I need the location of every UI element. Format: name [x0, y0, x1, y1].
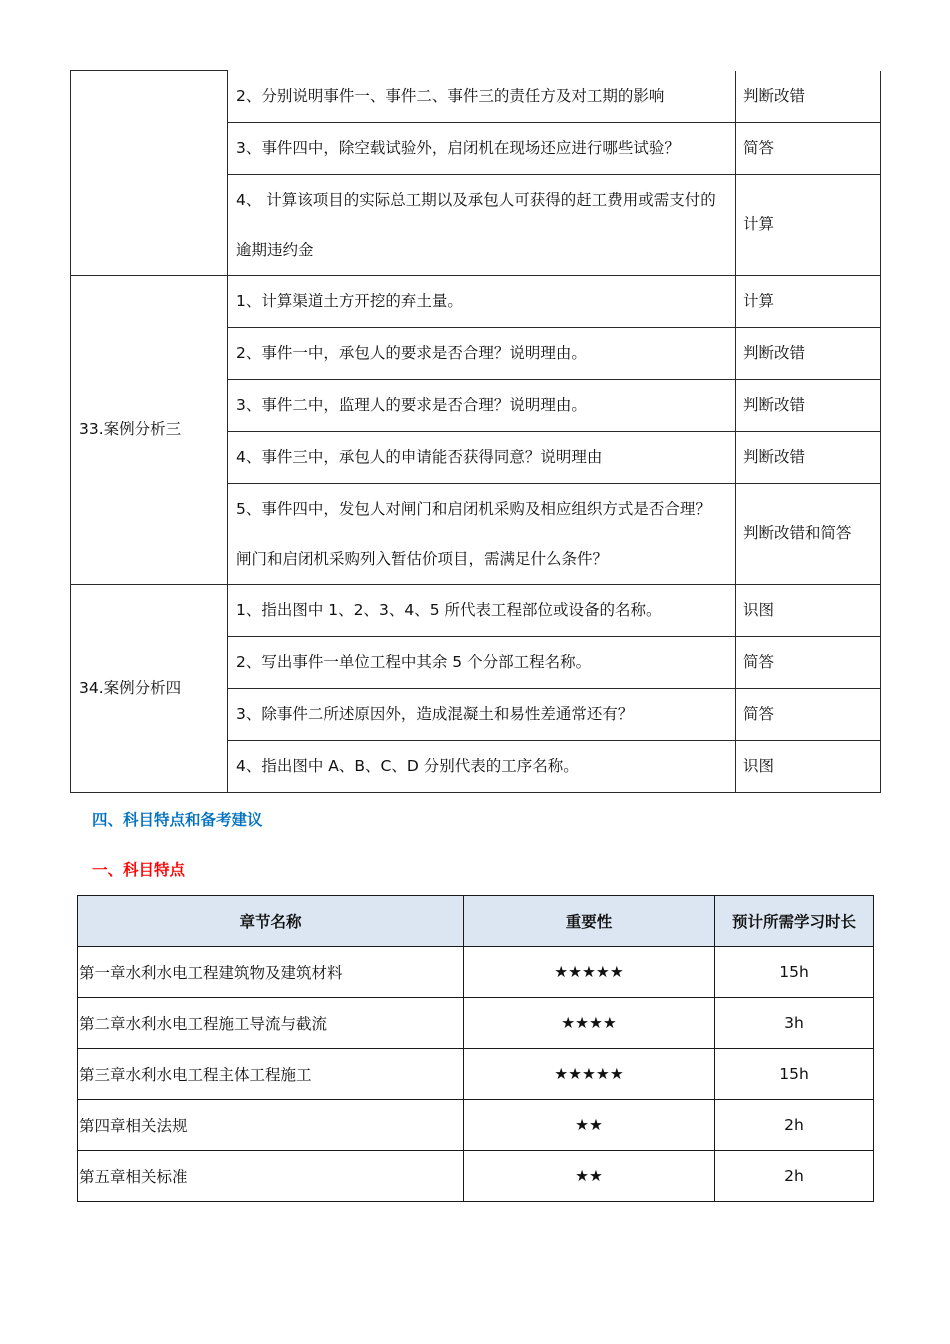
question-cell: 3、除事件二所述原因外，造成混凝土和易性差通常还有？: [228, 688, 736, 740]
question-type-cell: 简答: [736, 688, 881, 740]
question-type-cell: 判断改错: [736, 327, 881, 379]
study-hours: 2h: [715, 1100, 874, 1151]
importance-stars: ★★: [464, 1100, 715, 1151]
question-cell: 4、指出图中 A、B、C、D 分别代表的工序名称。: [228, 740, 736, 792]
case-analysis-table: [70, 70, 881, 793]
chapter-name: 第四章相关法规: [78, 1100, 464, 1151]
question-cell: 4、 计算该项目的实际总工期以及承包人可获得的赶工费用或需支付的逾期违约金: [228, 174, 736, 275]
table-row: [78, 1100, 874, 1151]
column-header-chapter: 章节名称: [78, 896, 464, 947]
question-type-cell: 识图: [736, 584, 881, 636]
column-header-study-time: 预计所需学习时长: [715, 896, 874, 947]
table-row: [71, 584, 881, 636]
question-type-cell: 简答: [736, 122, 881, 174]
study-hours: 2h: [715, 1151, 874, 1202]
importance-stars: ★★: [464, 1151, 715, 1202]
table-row: [78, 947, 874, 998]
question-cell: 3、事件二中，监理人的要求是否合理？说明理由。: [228, 379, 736, 431]
question-cell: 2、事件一中，承包人的要求是否合理？说明理由。: [228, 327, 736, 379]
table-row: [78, 998, 874, 1049]
chapter-name: 第三章水利水电工程主体工程施工: [78, 1049, 464, 1100]
table-row: [78, 1151, 874, 1202]
case-label: 34.案例分析四: [71, 584, 228, 792]
question-type-cell: 简答: [736, 636, 881, 688]
question-type-cell: 计算: [736, 275, 881, 327]
chapter-name: 第二章水利水电工程施工导流与截流: [78, 998, 464, 1049]
question-type-cell: 判断改错: [736, 379, 881, 431]
question-type-cell: 识图: [736, 740, 881, 792]
chapter-name: 第五章相关标准: [78, 1151, 464, 1202]
table-header-row: [78, 896, 874, 947]
question-cell: 5、事件四中，发包人对闸门和启闭机采购及相应组织方式是否合理？闸门和启闭机采购列入暂估价项目，需满足什么条件？: [228, 483, 736, 584]
question-cell: 4、事件三中，承包人的申请能否获得同意？说明理由: [228, 431, 736, 483]
question-cell: 1、指出图中 1、2、3、4、5 所代表工程部位或设备的名称。: [228, 584, 736, 636]
table-row: [71, 275, 881, 327]
study-hours: 15h: [715, 947, 874, 998]
question-type-cell: 判断改错: [736, 431, 881, 483]
table-row: [78, 1049, 874, 1100]
question-cell: 2、分别说明事件一、事件二、事件三的责任方及对工期的影响: [228, 71, 736, 123]
subsection-heading: 一、科目特点: [92, 861, 186, 879]
importance-stars: ★★★★★: [464, 1049, 715, 1100]
importance-stars: ★★★★: [464, 998, 715, 1049]
table-row: [71, 71, 881, 123]
chapter-table: [77, 895, 874, 1202]
study-hours: 15h: [715, 1049, 874, 1100]
question-cell: 3、事件四中，除空载试验外，启闭机在现场还应进行哪些试验？: [228, 122, 736, 174]
chapter-name: 第一章水利水电工程建筑物及建筑材料: [78, 947, 464, 998]
importance-stars: ★★★★★: [464, 947, 715, 998]
question-type-cell: 判断改错和简答: [736, 483, 881, 584]
study-hours: 3h: [715, 998, 874, 1049]
case-label: [71, 71, 228, 276]
question-cell: 2、写出事件一单位工程中其余 5 个分部工程名称。: [228, 636, 736, 688]
question-type-cell: 计算: [736, 174, 881, 275]
column-header-importance: 重要性: [464, 896, 715, 947]
question-type-cell: 判断改错: [736, 71, 881, 123]
case-label: 33.案例分析三: [71, 275, 228, 584]
question-cell: 1、计算渠道土方开挖的弃土量。: [228, 275, 736, 327]
section-heading: 四、科目特点和备考建议: [92, 811, 263, 829]
